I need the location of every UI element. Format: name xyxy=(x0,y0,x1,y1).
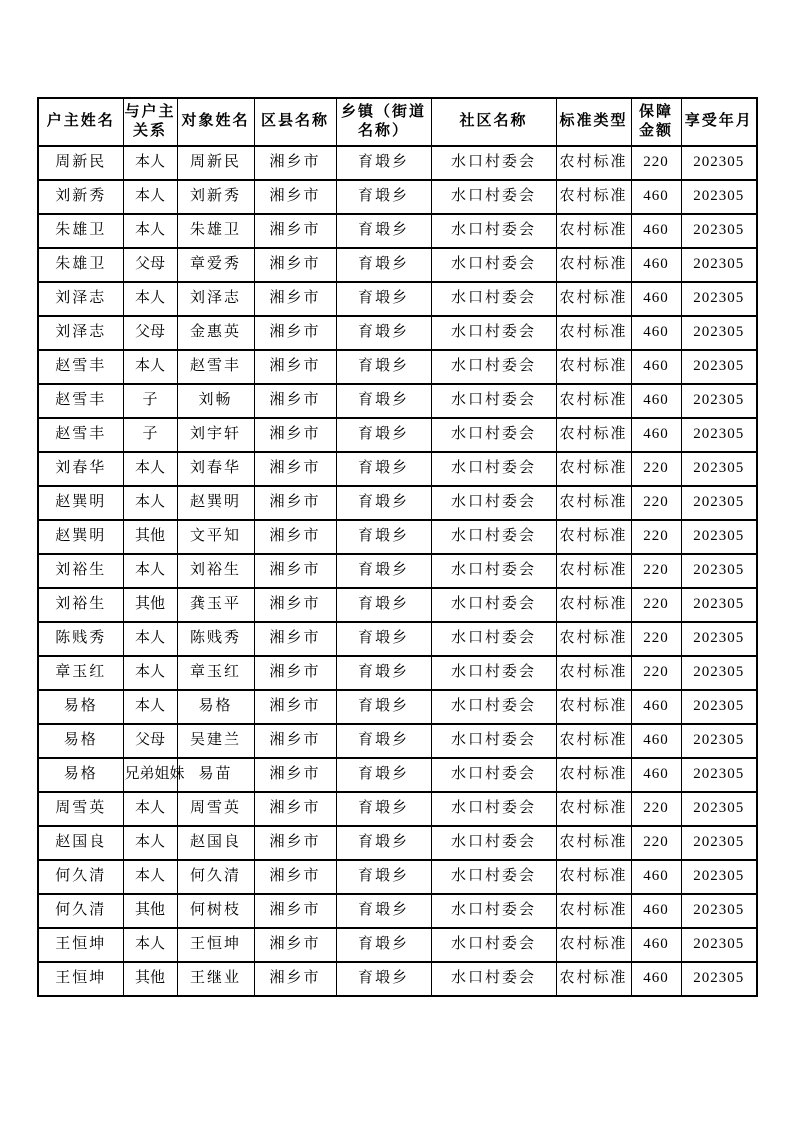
cell: 农村标准 xyxy=(556,180,631,214)
cell: 育塅乡 xyxy=(336,452,431,486)
cell: 220 xyxy=(631,588,681,622)
cell: 湘乡市 xyxy=(254,350,336,384)
cell: 王恒坤 xyxy=(177,928,254,962)
cell: 其他 xyxy=(123,962,177,996)
cell: 易苗 xyxy=(177,758,254,792)
cell: 育塅乡 xyxy=(336,928,431,962)
cell: 220 xyxy=(631,656,681,690)
cell: 本人 xyxy=(123,180,177,214)
cell: 何树枝 xyxy=(177,894,254,928)
cell: 赵雪丰 xyxy=(177,350,254,384)
cell: 育塅乡 xyxy=(336,894,431,928)
table-row xyxy=(38,384,757,418)
cell: 刘春华 xyxy=(177,452,254,486)
cell: 220 xyxy=(631,622,681,656)
cell: 章玉红 xyxy=(177,656,254,690)
cell: 章玉红 xyxy=(38,656,123,690)
cell: 刘春华 xyxy=(38,452,123,486)
cell: 赵巽明 xyxy=(177,486,254,520)
cell: 202305 xyxy=(681,520,757,554)
cell: 湘乡市 xyxy=(254,792,336,826)
table-row xyxy=(38,792,757,826)
cell: 460 xyxy=(631,418,681,452)
cell: 水口村委会 xyxy=(431,418,556,452)
cell: 水口村委会 xyxy=(431,860,556,894)
cell: 湘乡市 xyxy=(254,622,336,656)
cell: 陈贱秀 xyxy=(38,622,123,656)
cell: 刘裕生 xyxy=(38,588,123,622)
cell: 其他 xyxy=(123,588,177,622)
table-row xyxy=(38,588,757,622)
cell: 章爱秀 xyxy=(177,248,254,282)
cell: 湘乡市 xyxy=(254,588,336,622)
cell: 460 xyxy=(631,282,681,316)
cell: 460 xyxy=(631,894,681,928)
cell: 育塅乡 xyxy=(336,248,431,282)
cell: 农村标准 xyxy=(556,690,631,724)
cell: 水口村委会 xyxy=(431,486,556,520)
cell: 刘裕生 xyxy=(38,554,123,588)
cell: 兄弟姐妹 xyxy=(123,758,177,792)
cell: 202305 xyxy=(681,384,757,418)
cell: 水口村委会 xyxy=(431,622,556,656)
cell: 460 xyxy=(631,860,681,894)
cell: 202305 xyxy=(681,486,757,520)
cell: 460 xyxy=(631,214,681,248)
cell: 农村标准 xyxy=(556,962,631,996)
cell: 202305 xyxy=(681,690,757,724)
cell: 湘乡市 xyxy=(254,248,336,282)
cell: 220 xyxy=(631,792,681,826)
cell: 农村标准 xyxy=(556,588,631,622)
cell: 农村标准 xyxy=(556,520,631,554)
cell: 202305 xyxy=(681,928,757,962)
cell: 水口村委会 xyxy=(431,962,556,996)
column-header-8: 保障金额 xyxy=(631,98,681,146)
cell: 父母 xyxy=(123,316,177,350)
cell: 何久清 xyxy=(177,860,254,894)
cell: 202305 xyxy=(681,418,757,452)
column-header-2: 与户主关系 xyxy=(123,98,177,146)
cell: 农村标准 xyxy=(556,316,631,350)
cell: 赵雪丰 xyxy=(38,350,123,384)
cell: 湘乡市 xyxy=(254,554,336,588)
cell: 460 xyxy=(631,248,681,282)
cell: 202305 xyxy=(681,146,757,180)
table-row xyxy=(38,894,757,928)
cell: 湘乡市 xyxy=(254,860,336,894)
cell: 202305 xyxy=(681,724,757,758)
cell: 202305 xyxy=(681,758,757,792)
cell: 赵雪丰 xyxy=(38,384,123,418)
cell: 水口村委会 xyxy=(431,690,556,724)
cell: 文平知 xyxy=(177,520,254,554)
cell: 202305 xyxy=(681,894,757,928)
cell: 460 xyxy=(631,758,681,792)
cell: 朱雄卫 xyxy=(177,214,254,248)
table-row xyxy=(38,350,757,384)
table-row xyxy=(38,316,757,350)
cell: 460 xyxy=(631,180,681,214)
table-row xyxy=(38,826,757,860)
cell: 202305 xyxy=(681,826,757,860)
column-header-4: 区县名称 xyxy=(254,98,336,146)
cell: 本人 xyxy=(123,860,177,894)
table-row xyxy=(38,520,757,554)
cell: 水口村委会 xyxy=(431,588,556,622)
cell: 水口村委会 xyxy=(431,316,556,350)
cell: 本人 xyxy=(123,622,177,656)
cell: 其他 xyxy=(123,520,177,554)
cell: 460 xyxy=(631,316,681,350)
cell: 刘新秀 xyxy=(38,180,123,214)
table-body xyxy=(38,146,757,996)
cell: 农村标准 xyxy=(556,656,631,690)
cell: 育塅乡 xyxy=(336,656,431,690)
cell: 水口村委会 xyxy=(431,554,556,588)
cell: 周雪英 xyxy=(177,792,254,826)
column-header-7: 标准类型 xyxy=(556,98,631,146)
cell: 赵雪丰 xyxy=(38,418,123,452)
cell: 202305 xyxy=(681,452,757,486)
cell: 朱雄卫 xyxy=(38,214,123,248)
cell: 农村标准 xyxy=(556,452,631,486)
cell: 湘乡市 xyxy=(254,894,336,928)
cell: 水口村委会 xyxy=(431,384,556,418)
cell: 育塅乡 xyxy=(336,690,431,724)
cell: 202305 xyxy=(681,792,757,826)
table-row xyxy=(38,928,757,962)
cell: 本人 xyxy=(123,554,177,588)
cell: 刘宇轩 xyxy=(177,418,254,452)
cell: 湘乡市 xyxy=(254,928,336,962)
cell: 刘泽志 xyxy=(38,282,123,316)
cell: 农村标准 xyxy=(556,894,631,928)
cell: 农村标准 xyxy=(556,214,631,248)
cell: 何久清 xyxy=(38,860,123,894)
cell: 本人 xyxy=(123,452,177,486)
cell: 王继业 xyxy=(177,962,254,996)
cell: 农村标准 xyxy=(556,758,631,792)
cell: 子 xyxy=(123,384,177,418)
header-row xyxy=(38,98,757,146)
cell: 刘裕生 xyxy=(177,554,254,588)
cell: 202305 xyxy=(681,248,757,282)
cell: 水口村委会 xyxy=(431,792,556,826)
cell: 育塅乡 xyxy=(336,792,431,826)
cell: 水口村委会 xyxy=(431,894,556,928)
cell: 刘泽志 xyxy=(38,316,123,350)
cell: 220 xyxy=(631,520,681,554)
cell: 202305 xyxy=(681,316,757,350)
cell: 湘乡市 xyxy=(254,724,336,758)
cell: 202305 xyxy=(681,350,757,384)
cell: 育塅乡 xyxy=(336,758,431,792)
cell: 育塅乡 xyxy=(336,724,431,758)
cell: 周新民 xyxy=(38,146,123,180)
column-header-6: 社区名称 xyxy=(431,98,556,146)
table-row xyxy=(38,622,757,656)
cell: 本人 xyxy=(123,214,177,248)
cell: 周新民 xyxy=(177,146,254,180)
cell: 水口村委会 xyxy=(431,520,556,554)
column-header-5: 乡镇（街道名称） xyxy=(336,98,431,146)
cell: 农村标准 xyxy=(556,860,631,894)
cell: 易格 xyxy=(38,690,123,724)
column-header-9: 享受年月 xyxy=(681,98,757,146)
cell: 202305 xyxy=(681,180,757,214)
cell: 202305 xyxy=(681,554,757,588)
cell: 湘乡市 xyxy=(254,826,336,860)
cell: 农村标准 xyxy=(556,554,631,588)
column-header-3: 对象姓名 xyxy=(177,98,254,146)
cell: 202305 xyxy=(681,214,757,248)
cell: 育塅乡 xyxy=(336,520,431,554)
cell: 460 xyxy=(631,724,681,758)
cell: 农村标准 xyxy=(556,146,631,180)
cell: 农村标准 xyxy=(556,350,631,384)
column-header-1: 户主姓名 xyxy=(38,98,123,146)
table-row xyxy=(38,248,757,282)
table-row xyxy=(38,486,757,520)
cell: 育塅乡 xyxy=(336,588,431,622)
cell: 湘乡市 xyxy=(254,214,336,248)
cell: 农村标准 xyxy=(556,248,631,282)
cell: 220 xyxy=(631,452,681,486)
table-row xyxy=(38,180,757,214)
cell: 易格 xyxy=(38,724,123,758)
cell: 水口村委会 xyxy=(431,826,556,860)
cell: 水口村委会 xyxy=(431,656,556,690)
cell: 湘乡市 xyxy=(254,656,336,690)
cell: 育塅乡 xyxy=(336,486,431,520)
cell: 农村标准 xyxy=(556,826,631,860)
table-row xyxy=(38,962,757,996)
cell: 农村标准 xyxy=(556,724,631,758)
cell: 农村标准 xyxy=(556,486,631,520)
cell: 子 xyxy=(123,418,177,452)
cell: 本人 xyxy=(123,486,177,520)
cell: 其他 xyxy=(123,894,177,928)
cell: 刘泽志 xyxy=(177,282,254,316)
cell: 父母 xyxy=(123,724,177,758)
cell: 460 xyxy=(631,962,681,996)
cell: 育塅乡 xyxy=(336,860,431,894)
cell: 育塅乡 xyxy=(336,214,431,248)
cell: 赵巽明 xyxy=(38,486,123,520)
cell: 本人 xyxy=(123,792,177,826)
cell: 湘乡市 xyxy=(254,962,336,996)
table-row xyxy=(38,554,757,588)
cell: 本人 xyxy=(123,690,177,724)
cell: 水口村委会 xyxy=(431,180,556,214)
cell: 农村标准 xyxy=(556,792,631,826)
cell: 220 xyxy=(631,826,681,860)
table-row xyxy=(38,656,757,690)
table-row xyxy=(38,690,757,724)
cell: 202305 xyxy=(681,860,757,894)
cell: 202305 xyxy=(681,588,757,622)
cell: 水口村委会 xyxy=(431,146,556,180)
cell: 湘乡市 xyxy=(254,384,336,418)
cell: 220 xyxy=(631,486,681,520)
cell: 460 xyxy=(631,384,681,418)
cell: 本人 xyxy=(123,928,177,962)
cell: 水口村委会 xyxy=(431,758,556,792)
cell: 周雪英 xyxy=(38,792,123,826)
cell: 202305 xyxy=(681,962,757,996)
cell: 育塅乡 xyxy=(336,282,431,316)
cell: 王恒坤 xyxy=(38,962,123,996)
table-row xyxy=(38,860,757,894)
table-row xyxy=(38,452,757,486)
cell: 水口村委会 xyxy=(431,350,556,384)
cell: 农村标准 xyxy=(556,928,631,962)
cell: 本人 xyxy=(123,282,177,316)
cell: 460 xyxy=(631,350,681,384)
cell: 赵巽明 xyxy=(38,520,123,554)
cell: 陈贱秀 xyxy=(177,622,254,656)
cell: 湘乡市 xyxy=(254,690,336,724)
cell: 220 xyxy=(631,554,681,588)
cell: 本人 xyxy=(123,826,177,860)
cell: 本人 xyxy=(123,350,177,384)
cell: 何久清 xyxy=(38,894,123,928)
cell: 赵国良 xyxy=(38,826,123,860)
table-row xyxy=(38,758,757,792)
cell: 水口村委会 xyxy=(431,928,556,962)
cell: 本人 xyxy=(123,656,177,690)
cell: 湘乡市 xyxy=(254,758,336,792)
cell: 龚玉平 xyxy=(177,588,254,622)
cell: 父母 xyxy=(123,248,177,282)
cell: 水口村委会 xyxy=(431,282,556,316)
cell: 育塅乡 xyxy=(336,826,431,860)
cell: 202305 xyxy=(681,622,757,656)
cell: 202305 xyxy=(681,656,757,690)
cell: 460 xyxy=(631,690,681,724)
cell: 育塅乡 xyxy=(336,146,431,180)
cell: 湘乡市 xyxy=(254,486,336,520)
table-row xyxy=(38,282,757,316)
cell: 育塅乡 xyxy=(336,418,431,452)
cell: 金惠英 xyxy=(177,316,254,350)
cell: 吴建兰 xyxy=(177,724,254,758)
cell: 易格 xyxy=(38,758,123,792)
cell: 农村标准 xyxy=(556,282,631,316)
table-row xyxy=(38,418,757,452)
cell: 育塅乡 xyxy=(336,554,431,588)
cell: 水口村委会 xyxy=(431,214,556,248)
cell: 水口村委会 xyxy=(431,248,556,282)
cell: 农村标准 xyxy=(556,622,631,656)
table-row xyxy=(38,214,757,248)
table-row xyxy=(38,724,757,758)
cell: 农村标准 xyxy=(556,384,631,418)
cell: 刘新秀 xyxy=(177,180,254,214)
cell: 湘乡市 xyxy=(254,520,336,554)
welfare-benefits-table xyxy=(37,97,758,997)
table-row xyxy=(38,146,757,180)
cell: 202305 xyxy=(681,282,757,316)
cell: 育塅乡 xyxy=(336,316,431,350)
cell: 朱雄卫 xyxy=(38,248,123,282)
cell: 王恒坤 xyxy=(38,928,123,962)
cell: 易格 xyxy=(177,690,254,724)
cell: 赵国良 xyxy=(177,826,254,860)
cell: 育塅乡 xyxy=(336,962,431,996)
cell: 湘乡市 xyxy=(254,452,336,486)
cell: 刘畅 xyxy=(177,384,254,418)
cell: 农村标准 xyxy=(556,418,631,452)
cell: 水口村委会 xyxy=(431,452,556,486)
cell: 育塅乡 xyxy=(336,350,431,384)
cell: 湘乡市 xyxy=(254,418,336,452)
cell: 湘乡市 xyxy=(254,146,336,180)
cell: 湘乡市 xyxy=(254,282,336,316)
cell: 水口村委会 xyxy=(431,724,556,758)
cell: 育塅乡 xyxy=(336,180,431,214)
cell: 220 xyxy=(631,146,681,180)
cell: 湘乡市 xyxy=(254,180,336,214)
cell: 本人 xyxy=(123,146,177,180)
cell: 育塅乡 xyxy=(336,384,431,418)
cell: 湘乡市 xyxy=(254,316,336,350)
cell: 460 xyxy=(631,928,681,962)
cell: 育塅乡 xyxy=(336,622,431,656)
